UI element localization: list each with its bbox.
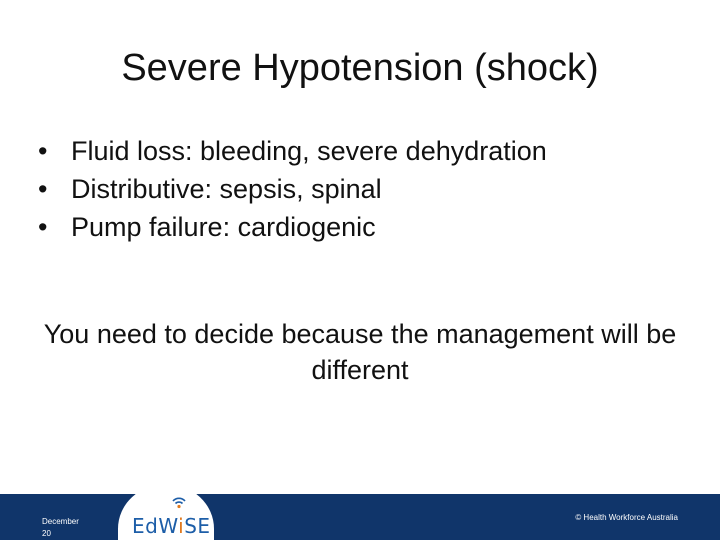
bullet-text: Distributive: sepsis, spinal	[71, 174, 382, 204]
logo-text-part1: EdW	[132, 514, 179, 538]
bullet-marker: •	[38, 212, 48, 242]
bullet-marker: •	[38, 136, 48, 166]
bullet-list	[38, 134, 688, 248]
logo-text-part3: SE	[184, 514, 211, 538]
bullet-item	[38, 172, 688, 206]
bullet-text: Fluid loss: bleeding, severe dehydration	[71, 136, 547, 166]
slide-note: You need to decide because the management will be different	[43, 319, 677, 385]
logo-text-part2: i	[178, 514, 185, 538]
footer-copyright: © Health Workforce Australia	[575, 513, 678, 522]
bullet-marker: •	[38, 174, 48, 204]
footer-bar	[0, 494, 720, 540]
bullet-item	[38, 134, 688, 168]
bullet-text: Pump failure: cardiogenic	[71, 212, 376, 242]
logo-wordmark	[132, 514, 211, 538]
wifi-signal-icon	[171, 494, 187, 510]
slide-title: Severe Hypotension (shock)	[121, 47, 599, 89]
edwise-logo	[118, 484, 214, 540]
bullet-item	[38, 210, 688, 244]
footer-date: December 20	[42, 517, 79, 538]
